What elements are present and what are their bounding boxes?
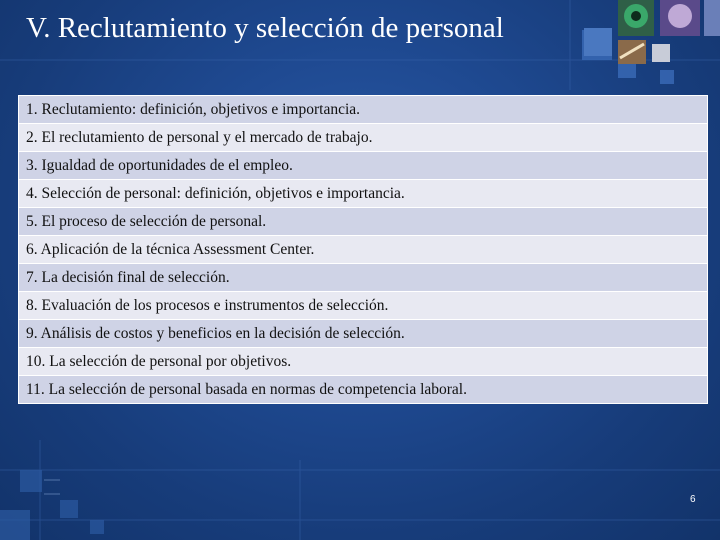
topic-cell: 3. Igualdad de oportunidades de el empleo. [19, 152, 708, 180]
table-row [19, 152, 708, 180]
topic-cell: 10. La selección de personal por objetivos. [19, 348, 708, 376]
corner-photo-collage [580, 0, 720, 80]
table-row [19, 320, 708, 348]
topic-cell: 11. La selección de personal basada en normas de competencia laboral. [19, 376, 708, 404]
table-row [19, 292, 708, 320]
table-row [19, 180, 708, 208]
topic-cell: 9. Análisis de costos y beneficios en la decisión de selección. [19, 320, 708, 348]
page-number: 6 [690, 494, 696, 505]
table-row [19, 376, 708, 404]
topic-cell: 6. Aplicación de la técnica Assessment Center. [19, 236, 708, 264]
slide-title: V. Reclutamiento y selección de personal [26, 12, 504, 44]
topic-cell: 4. Selección de personal: definición, objetivos e importancia. [19, 180, 708, 208]
topic-cell: 7. La decisión final de selección. [19, 264, 708, 292]
topic-cell: 2. El reclutamiento de personal y el mercado de trabajo. [19, 124, 708, 152]
table-row [19, 124, 708, 152]
topics-table [18, 95, 708, 404]
topic-cell: 8. Evaluación de los procesos e instrumentos de selección. [19, 292, 708, 320]
table-row [19, 208, 708, 236]
table-row [19, 236, 708, 264]
topic-cell: 5. El proceso de selección de personal. [19, 208, 708, 236]
table-row [19, 348, 708, 376]
topic-cell: 1. Reclutamiento: definición, objetivos e importancia. [19, 96, 708, 124]
table-row [19, 264, 708, 292]
table-row [19, 96, 708, 124]
